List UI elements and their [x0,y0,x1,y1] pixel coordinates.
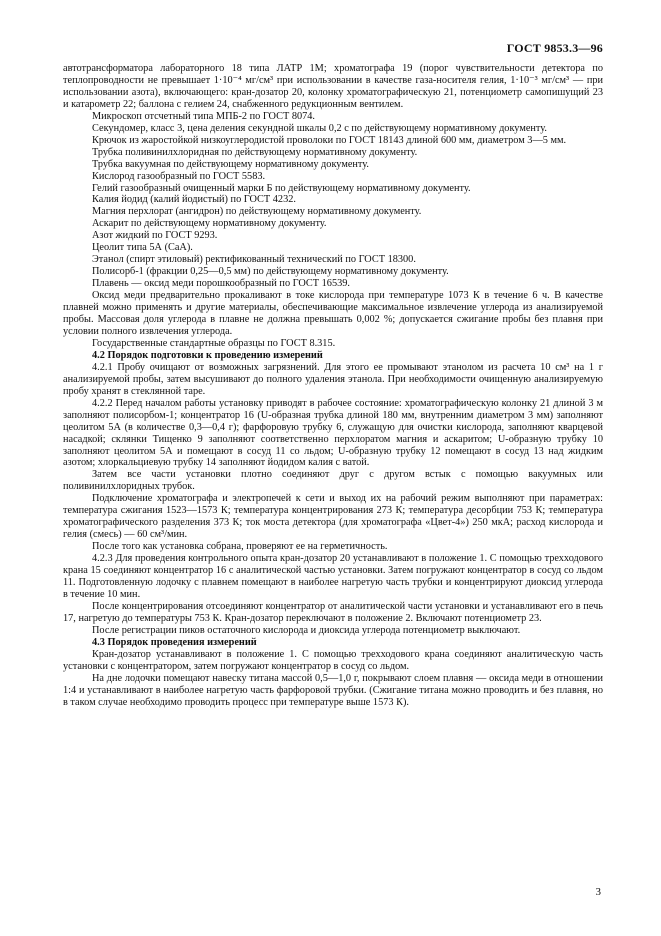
paragraph: Гелий газообразный очищенный марки Б по действующему нормативному документу. [92,182,471,194]
paragraph: На дне лодочки помещают навеску титана массой 0,5—1,0 г, покрывают слоем плавня — оксида меди в отношении 1:4 и устанавливают в наиболее нагретую часть фарфоровой трубки. (Сжигание титана можно проводить и без плавня, но в таком случае необходимо проводить процесс при температуре выше 1573 К). [63,672,603,708]
section-heading: 4.3 Порядок проведения измерений [92,636,257,648]
document-body [63,63,603,708]
paragraph: Государственные стандартные образцы по ГОСТ 8.315. [92,337,336,349]
paragraph: Калия йодид (калий йодистый) по ГОСТ 4232. [92,194,296,206]
section-heading: 4.2 Порядок подготовки к проведению измерений [92,349,323,361]
paragraph: Кислород газообразный по ГОСТ 5583. [92,170,266,182]
paragraph: Трубка вакуумная по действующему нормативному документу. [92,158,369,170]
standard-header: ГОСТ 9853.3—96 [506,41,603,55]
paragraph: Азот жидкий по ГОСТ 9293. [92,230,218,242]
paragraph: Этанол (спирт этиловый) ректификованный технический по ГОСТ 18300. [92,254,416,266]
paragraph: Полисорб-1 (фракции 0,25—0,5 мм) по действующему нормативному документу. [92,266,449,278]
paragraph: Крючок из жаростойкой низкоуглеродистой проволоки по ГОСТ 18143 длиной 600 мм, диаметром 3—5 мм. [92,134,567,146]
paragraph: После регистрации пиков остаточного кислорода и диоксида углерода потенциометр выключают. [92,624,521,636]
paragraph: Магния перхлорат (ангидрон) по действующему нормативному документу. [92,206,422,218]
paragraph: Аскарит по действующему нормативному документу. [92,218,327,230]
paragraph: После того как установка собрана, проверяют ее на герметичность. [92,541,388,553]
paragraph: После концентрирования отсоединяют концентратор от аналитической части установки и устанавливают его в печь 17, нагретую до температуры 753 К. Кран-дозатор переключают в положение 2. Включают потенциометр 23. [63,600,603,624]
paragraph: Подключение хроматографа и электропечей к сети и выход их на рабочий режим выполняют при параметрах: температура сжигания 1523—1573 К; температура концентрирования 273 К; температура десорбции 753 К; температура хроматографического разделения 373 К; ток моста детектора (для хроматографа «Цвет-4») 250 мкА; расход кислорода и гелия (смесь) — 60 см³/мин. [63,493,603,541]
paragraph: Оксид меди предварительно прокаливают в токе кислорода при температуре 1073 К в течение 6 ч. В качестве плавней можно применять и другие материалы, обеспечивающие максимальное извлечение углерода из анализируемой пробы. Массовая доля углерода в плавне не должна превышать 0,002 %; допускается сжигание пробы без плавня при условии полного извлечения углерода. [63,290,603,337]
paragraph: 4.2.1 Пробу очищают от возможных загрязнений. Для этого ее промывают этанолом из расчета 10 см³ на 1 г анализируемой пробы, затем высушивают до полного удаления этанола. При необходимости очищенную анализируемую пробу хранят в стеклянной таре. [63,361,603,397]
paragraph: Микроскоп отсчетный типа МПБ-2 по ГОСТ 8074. [92,110,315,122]
paragraph: 4.2.3 Для проведения контрольного опыта кран-дозатор 20 устанавливают в положение 1. С помощью трехходового крана 15 соединяют концентратор 16 с аналитической частью установки. Затем погружают концентратор в сосуд со льдом 11. Подготовленную лодочку с плавнем помещают в наиболее нагретую часть трубки и концентрируют диоксид углерода в течение 10 мин. [63,553,603,600]
paragraph: автотрансформатора лабораторного 18 типа ЛАТР 1М; хроматографа 19 (порог чувствительности детектора по теплопроводности не превышает 1·10⁻⁴ мг/см³ при использовании в качестве газа-носителя гелия, 1·10⁻³ мг/см³ — при использовании азота), включающего: кран-дозатор 20, колонку хроматографическую 21, потенциометр самопишущий 23 и катарометр 22; баллона с гелием 24, снабженного редукционным вентилем. [63,63,603,110]
paragraph: Плавень — оксид меди порошкообразный по ГОСТ 16539. [92,278,350,290]
paragraph: Трубка поливинилхлоридная по действующему нормативному документу. [92,146,418,158]
paragraph: Секундомер, класс 3, цена деления секундной шкалы 0,2 с по действующему нормативному документу. [92,122,547,134]
paragraph: Цеолит типа 5А (СаА). [92,242,193,254]
paragraph: Кран-дозатор устанавливают в положение 1. С помощью трехходового крана соединяют аналитическую часть установки с концентратором, затем погружают концентратор в сосуд со льдом. [63,648,603,672]
paragraph: Затем все части установки плотно соединяют друг с другом встык с помощью вакуумных или поливинилхлоридных трубок. [63,469,603,493]
paragraph: 4.2.2 Перед началом работы установку приводят в рабочее состояние: хроматографическую колонку 21 длиной 3 м заполняют полисорбом-1; концентратор 16 (U-образная трубка длиной 180 мм, внутренним диаметром 3 мм) заполняют цеолитом 5А (в количестве 0,3—0,4 г); фарфоровую трубку 6, служащую для очистки кислорода, заполняют кварцевой насадкой; склянки Тищенко 9 заполняют соответственно перхлоратом магния и аскаритом; U-образную трубку 10 заполняют цеолитом 5А и помещают в сосуд 11 со льдом; U-образную трубку 12 помещают в сосуд 13 над жидким азотом; хлоркальциевую трубку 14 заполняют йодидом калия с ватой. [63,397,603,469]
page-number: 3 [595,886,601,898]
